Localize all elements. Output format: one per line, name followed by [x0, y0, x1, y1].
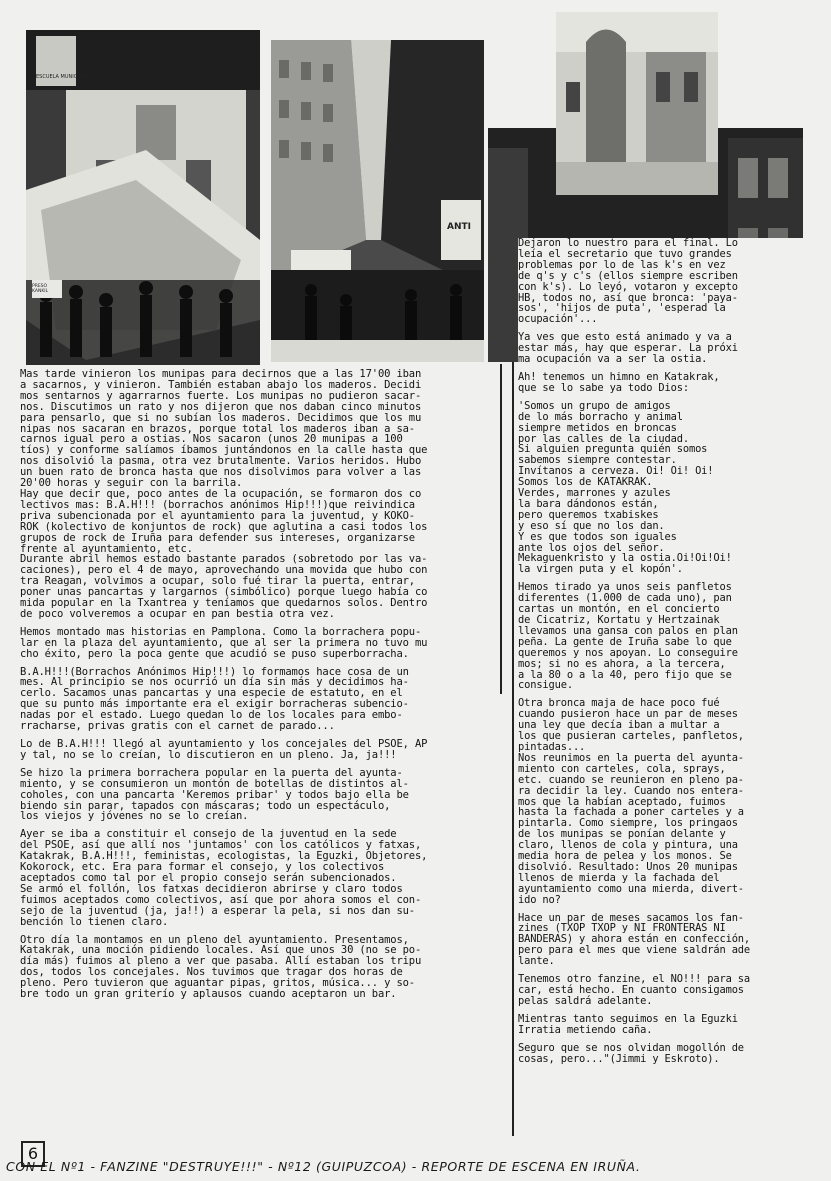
right-paragraph-panfletos: Hemos tirado ya unos seis panfletos diferentes (1.000 de cada uno), pan cartas un montón, en el concierto de Cicatriz, Kortatu y Hertzainak llevamos una gansa con palos en plan peña. La gente de Iruña sabe lo que queremos y nos apoyan. Lo conseguire mos; si no es ahora, a la tercera, a la 80 o a la 40, pero fijo que se consigue.: [518, 581, 738, 692]
right-paragraph-no-fanzine: Tenemos otro fanzine, el NO!!! para sa car, está hecho. En cuanto consigamos pelas saldrá adelante.: [518, 973, 751, 1007]
right-paragraph-fanzines: Hace un par de meses sacamos los fan- zines (TXOP TXOP y NI FRONTERAS NI BANDERAS) y ahora están en confección, pero para el mes que viene saldrán ade lante.: [518, 911, 751, 968]
photo-sign-text: ESCUELA MUNICIPAL: [36, 74, 88, 80]
photo-banner-text: ANTI: [447, 222, 471, 232]
right-anthem-lyrics: 'Somos un grupo de amigos de lo más borracho y animal siempre metidos en broncas por las calles de la ciudad. Si alguien pregunta quién somos sabemos siempre contestar. Invítanos a cerveza. Oi! Oi! Oi! Somos los de KATAKRAK. Verdes, marrones y azules la bara dándonos están, pero queremos txabiskes y eso sí que no los dan. Y es que todos son iguales ante los ojos del señor. Mekaguenkristo y la ostia.Oi!Oi!Oi! la virgen puta y el kopón'.: [518, 399, 732, 576]
left-column-border-right: [500, 364, 502, 694]
photo-street-crowd: [271, 40, 484, 362]
left-paragraph-pleno: Otro día la montamos en un pleno del ayuntamiento. Presentamos, Katakrak, una moción pidiendo locales. Así que unos 30 (no se po- día más) fuimos al pleno a ver que pasaba. Allí estaban los tripu dos, todos los concejales. Nos tuvimos que tragar dos horas de pleno. Pero tuvieron que aguantar pipas, gritos, música... y so- bre todo un gran griterío y aplausos cuando aceptaron un bar.: [20, 933, 422, 1001]
photo-town-hall-banners: [26, 30, 260, 365]
left-paragraph-bah: B.A.H!!!(Borrachos Anónimos Hip!!!) lo formamos hace cosa de un mes. Al principio se nos ocurrió un día sin más y decidimos ha- cerlo. Sacamos unas pancartas y una especie de estatuto, en el que su punto más importante era el exigir borracheras subencio- nadas por el estado. Luego quedan lo de los locales para embo- rracharse, privas gratis con el carnet de parado...: [20, 665, 409, 733]
left-paragraph-concejales: Lo de B.A.H!!! llegó al ayuntamiento y los concejales del PSOE, AP y tal, no se lo creían, lo discutieron en un pleno. Ja, ja!!!: [20, 738, 428, 761]
photo-building-arch: [556, 12, 718, 195]
right-column: [518, 238, 818, 1071]
right-paragraph-eguzki: Mientras tanto seguimos en la Eguzki Irratia metiendo caña.: [518, 1012, 738, 1036]
right-paragraph-bronca: Otra bronca maja de hace poco fué cuando pusieron hace un par de meses una ley que decía iban a multar a los que pusieran carteles, panfletos, pintadas... Nos reunimos en la puerta del ayunta- miento con carteles, cola, sprays, etc. cuando se reunieron en pleno pa- ra decidir la ley. Cuando nos entera- mos que la habían aceptado, fuimos hasta la fachada a poner carteles y a pintarla. Como siempre, los pringaos de los munipas se ponían delante y claro, llenos de cola y pintura, una media hora de pelea y los monos. Se disolvió. Resultado: Unos 20 munipas llenos de mierda y la fachada del ayuntamiento como una mierda, divert- ido no?: [518, 697, 744, 906]
left-paragraph-pamplona: Hemos montado mas historias en Pamplona. Como la borrachera popu- lar en la plaza del ayuntamiento, que al ser la primera no tuvo mu cho éxito, pero la poca gente que acudió se puso superborracha.: [20, 625, 428, 660]
photo-sticker-text: PRESO KANKIL: [32, 284, 49, 294]
photo-street-graphic: [271, 40, 484, 362]
right-paragraph-animado: Ya ves que esto está animado y va a estar más, hay que esperar. La próxi ma ocupación va a ser la ostia.: [518, 331, 738, 366]
page-caption: CON EL Nº1 - FANZINE "DESTRUYE!!!" - Nº12 (GUIPUZCOA) - REPORTE DE ESCENA EN IRUÑA.: [6, 1159, 641, 1174]
right-paragraph-himno-intro: Ah! tenemos un himno en Katakrak, que se lo sabe ya todo Dios:: [518, 370, 720, 394]
left-paragraph-consejo: Ayer se iba a constituir el consejo de la juventud en la sede del PSOE, así que allí nos 'juntamos' con los católicos y fatxas, Katakrak, B.A.H!!!, feministas, ecologistas, la Eguzki, Objetores, Kokorock, etc. Era para formar el consejo, y los colectivos aceptados como tal por el propio consejo serán subencionados. Se armó el follón, los fatxas decidieron abrirse y claro todos fuimos aceptados como colectivos, así que por ahora somos el con- sejo de la juventud (ja, ja!!) a esperar la pela, si nos dan su- bención lo tienen claro.: [20, 828, 428, 928]
photo-town-hall-graphic: [26, 30, 260, 365]
right-column-border-left: [512, 234, 514, 1136]
page-number: 6: [21, 1141, 45, 1167]
left-column: [20, 369, 498, 1007]
left-paragraph-borrachera: Se hizo la primera borrachera popular en la puerta del ayunta- miento, y se consumieron un montón de botellas de distintos al- coholes, con una pancarta 'Keremos pribar' y todos bajo ella be biendo sin parar, tapados con máscaras; todo un espectáculo, los viejos y jóvenes no se lo creían.: [20, 766, 409, 823]
right-paragraph-signoff: Seguro que se nos olvidan mogollón de cosas, pero..."(Jimmi y Eskroto).: [518, 1041, 744, 1065]
left-paragraph-occupation: Mas tarde vinieron los munipas para decirnos que a las 17'00 iban a sacarnos, y vinieron. También estaban abajo los maderos. Decidi mos sentarnos y agarrarnos fuerte. Los munipas no pudieron sacar- nos. Discutimos un rato y nos dijeron que nos daban cinco minutos para pensarlo, que si no subían los maderos. Decidimos que los mu nipas nos sacaran en brazos, porque total los maderos iban a sa- carnos igual pero a ostias. Nos sacaron (unos 20 munipas a 100 tíos) y conforme salíamos íbamos juntándonos en la calle hasta que nos disolvió la pasma, otra vez brutalmente. Varios heridos. Hubo un buen rato de bronca hasta que nos disolvimos para volver a las 20'00 horas y seguir con la barrila. Hay que decir que, poco antes de la ocupación, se formaron dos co lectivos mas: B.A.H!!! (borrachos anónimos Hip!!!)que reivindica priva subencionada por el ayuntamiento para la juventud, y KOKO- ROK (kolectivo de konjuntos de rock) que aglutina a casi todos los grupos de rock de Iruña para defender sus intereses, organizarse frente al ayuntamiento, etc. Durante abril hemos estado bastante parados (sobretodo por las va- caciones), pero el 4 de mayo, aprovechando una movida que hubo con tra Reagan, volvimos a ocupar, solo fué tirar la puerta, entrar, poner unas pancartas y largarnos (simbólico) porque luego había co mida popular en la Txantrea y teníamos que quedarnos solos. Dentro de poco volveremos a ocupar en pan bestia otra vez.: [20, 368, 428, 620]
photo-arch-graphic: [556, 12, 718, 195]
right-paragraph-final: Dejaron lo nuestro para el final. Lo leía el secretario que tuvo grandes problemas por lo de las k's en vez de q's y c's (ellos siempre escriben con k's). Lo leyó, votaron y excepto HB, todos no, así que bronca: 'paya- sos', 'hijos de puta', 'esperad la ocupación'...: [518, 237, 738, 326]
